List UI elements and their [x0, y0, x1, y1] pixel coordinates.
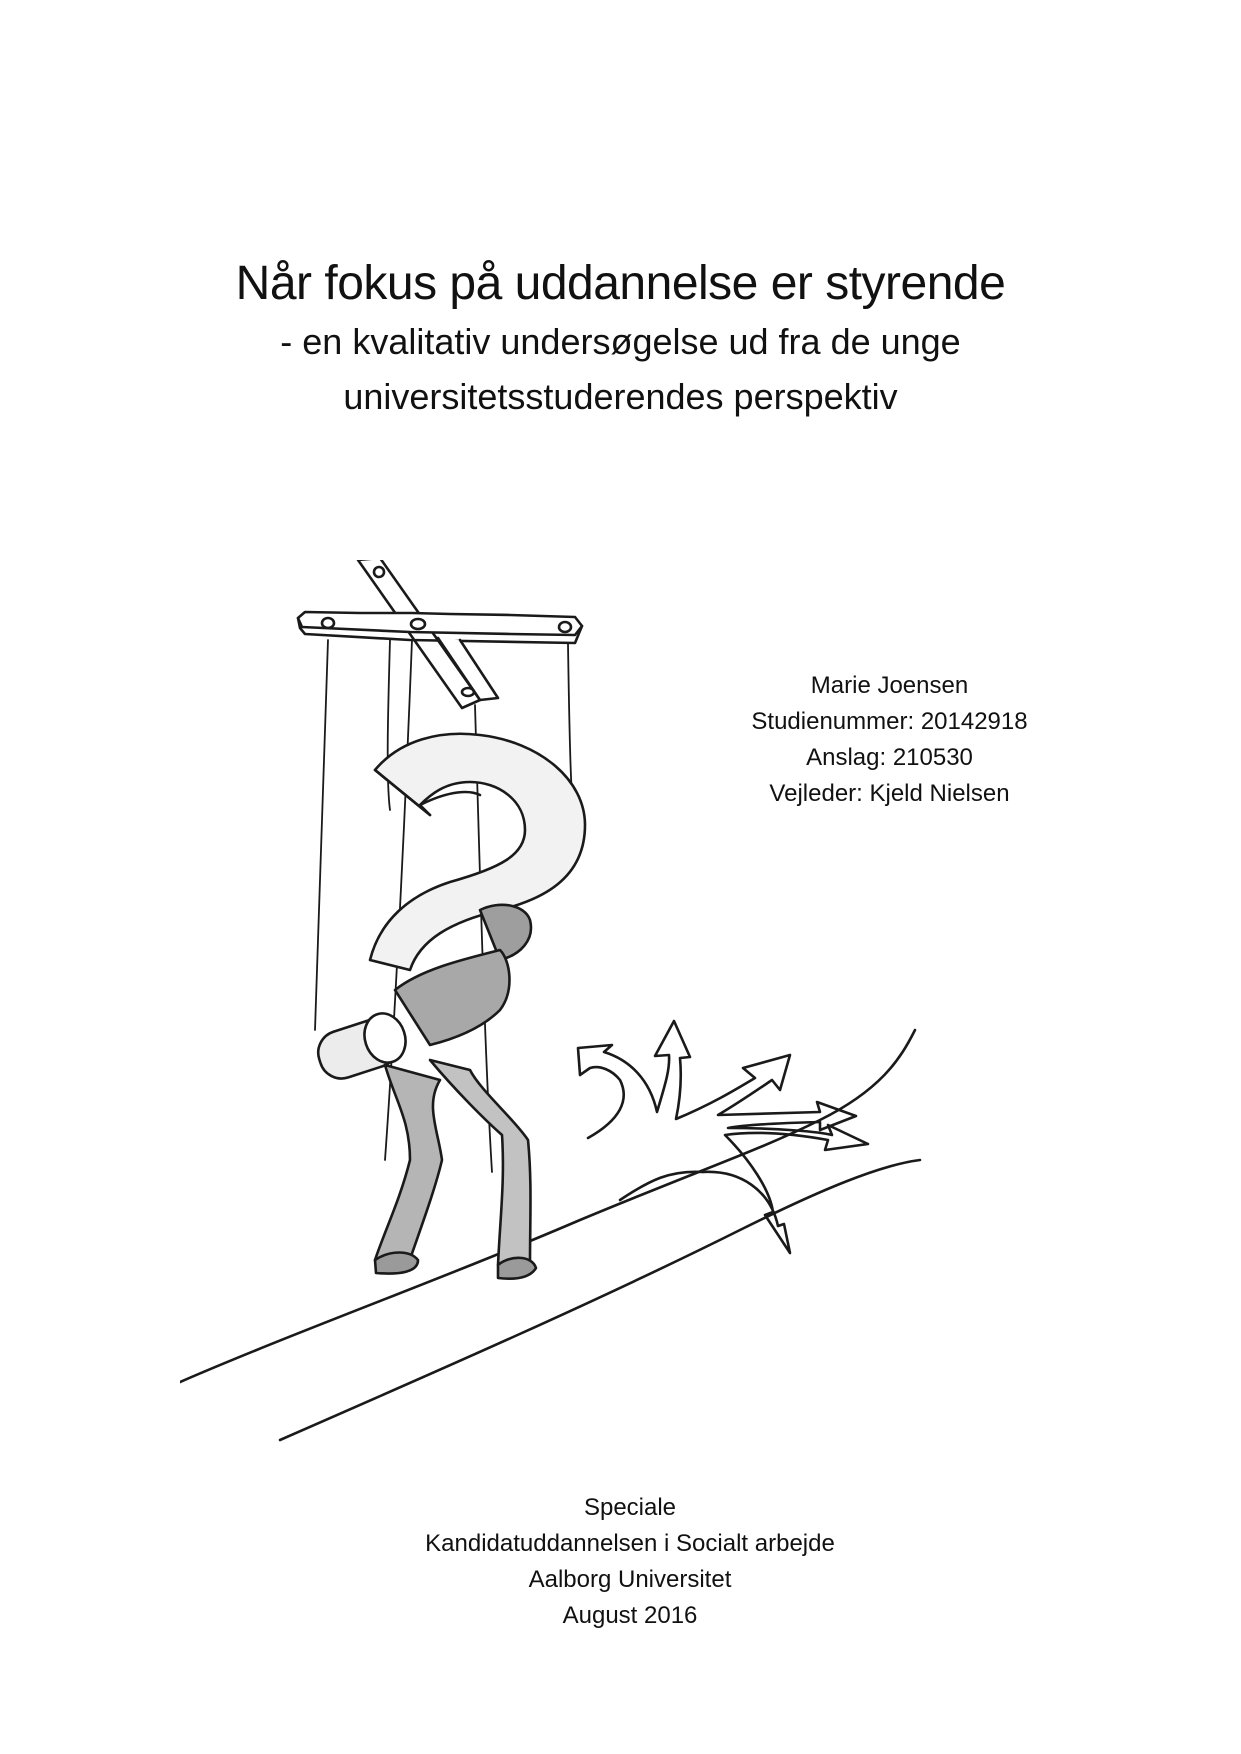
thesis-subtitle-line-2: universitetsstuderendes perspektiv — [343, 376, 898, 417]
author-info-block — [712, 668, 1067, 812]
student-number: Studienummer: 20142918 — [751, 708, 1028, 735]
document-type: Speciale — [583, 1494, 677, 1521]
title-block — [0, 254, 1241, 424]
study-program: Kandidatuddannelsen i Socialt arbejde — [425, 1530, 835, 1557]
thesis-subtitle-line-1: - en kvalitativ undersøgelse ud fra de unge — [280, 321, 961, 362]
character-count: Anslag: 210530 — [806, 744, 973, 771]
university-name: Aalborg Universitet — [528, 1566, 732, 1593]
submission-date: August 2016 — [562, 1602, 698, 1629]
marionette-figure — [313, 905, 536, 1279]
road-drawing — [180, 1030, 920, 1440]
thesis-title: Når fokus på uddannelse er styrende — [235, 257, 1006, 310]
author-name: Marie Joensen — [810, 672, 969, 699]
marionette-control-bar — [298, 560, 582, 708]
institution-info-block — [380, 1490, 880, 1634]
supervisor: Vejleder: Kjeld Nielsen — [769, 780, 1010, 807]
branching-arrows-icon — [578, 1021, 868, 1253]
